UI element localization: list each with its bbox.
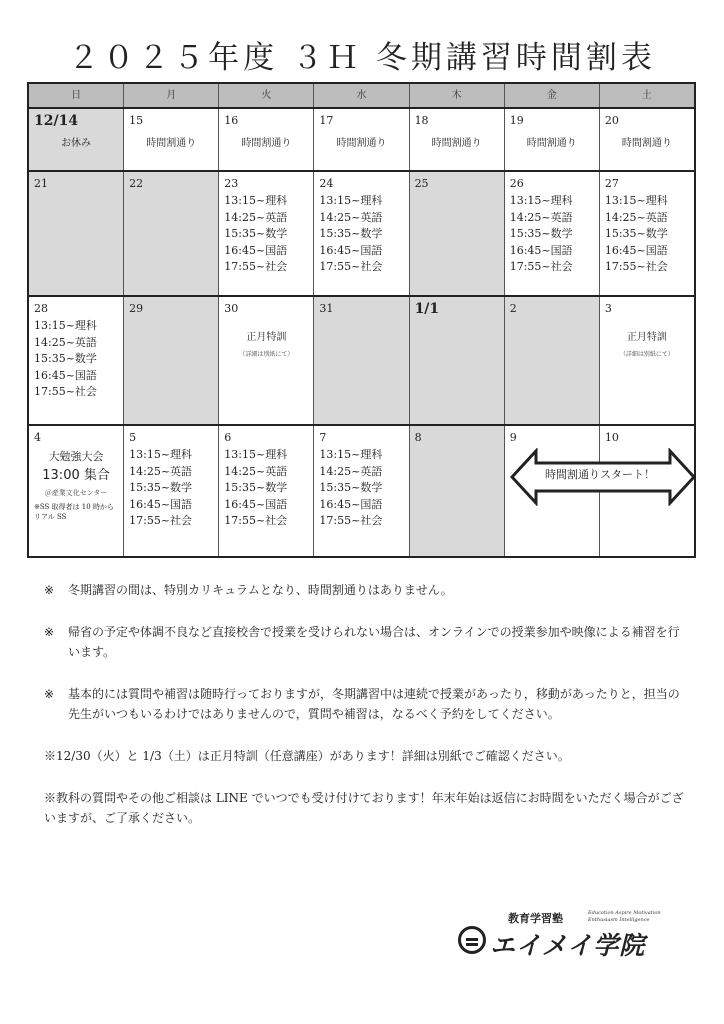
day-number: 23 <box>224 177 239 190</box>
note-mark: ※ <box>44 583 55 597</box>
schedule-line: 16:45~国語 <box>319 497 383 511</box>
week-row <box>29 297 694 426</box>
day-number: 26 <box>509 177 524 190</box>
day-note: 時間割通り <box>241 138 292 149</box>
day-cell <box>313 426 408 556</box>
event-title: 大勉強大会 <box>48 450 104 463</box>
note-item: ※12/30（火）と 1/3（土）は正月特訓（任意講座）があります！詳細は別紙でご確認ください。 <box>44 749 570 763</box>
day-cell <box>599 109 694 170</box>
day-number: 25 <box>414 177 429 190</box>
special-subnote: （詳細は別紙にて） <box>239 351 294 358</box>
day-cell <box>409 172 504 295</box>
day-number: 6 <box>224 431 232 444</box>
schedule-line: 15:35~数学 <box>604 227 668 240</box>
schedule-line: 13:15~理科 <box>224 448 288 461</box>
day-cell <box>599 297 694 424</box>
class-schedule <box>224 447 313 530</box>
schedule-line: 13:15~理科 <box>319 194 383 207</box>
note-mark: ※ <box>44 625 55 639</box>
note-text: 基本的には質問や補習は随時行っておりますが，冬期講習中は連続で授業があったり，移動があったりと，担当の先生がいつもいるわけではありませんので，質問や補習は，なるべく予約をしてください。 <box>68 687 680 721</box>
day-cell <box>29 297 123 424</box>
arrow-label: 時間割通りスタート！ <box>545 468 655 481</box>
schedule-line: 13:15~理科 <box>34 319 97 332</box>
day-number: 20 <box>604 114 619 127</box>
logo-subtitle: 教育学習塾 <box>508 912 563 925</box>
schedule-line: 14:25~英語 <box>224 464 288 478</box>
day-number: 17 <box>319 114 334 127</box>
day-cell <box>409 109 504 170</box>
class-schedule <box>224 193 313 276</box>
day-cell <box>504 297 599 424</box>
schedule-line: 15:35~数学 <box>319 227 383 240</box>
schedule-line: 15:35~数学 <box>129 481 193 494</box>
class-schedule <box>34 318 123 401</box>
schedule-line: 17:55~社会 <box>224 260 288 273</box>
schedule-line: 15:35~数学 <box>34 352 97 365</box>
schedule-line: 16:45~国語 <box>224 497 288 511</box>
day-number: 24 <box>319 177 334 190</box>
weekday-thu: 木 <box>409 84 504 107</box>
day-cell <box>218 426 313 556</box>
logo-mark-icon <box>458 926 486 954</box>
class-schedule <box>319 447 408 530</box>
schedule-line: 14:25~英語 <box>604 210 668 224</box>
day-number: 8 <box>414 431 422 444</box>
day-cell <box>313 297 408 424</box>
note-text: 冬期講習の間は、特別カリキュラムとなり、時間割通りはありません。 <box>68 583 453 597</box>
schedule-line: 17:55~社会 <box>319 260 383 273</box>
day-cell <box>313 109 408 170</box>
day-number: 22 <box>129 177 144 190</box>
event-time: 13:00 集合 <box>42 468 110 483</box>
day-cell <box>29 426 123 556</box>
event-place: ＠産業文化センター <box>44 489 108 497</box>
weekday-mon: 月 <box>123 84 218 107</box>
class-schedule <box>129 447 218 530</box>
day-number: 21 <box>34 177 48 190</box>
schedule-line: 17:55~社会 <box>319 514 383 527</box>
day-cell <box>123 297 218 424</box>
schedule-line: 17:55~社会 <box>129 514 193 527</box>
schedule-line: 16:45~国語 <box>34 368 97 382</box>
day-note: 時間割通り <box>526 138 577 149</box>
schedule-line: 16:45~国語 <box>224 243 288 257</box>
weekday-tue: 火 <box>218 84 313 107</box>
weekday-sat: 土 <box>599 84 694 107</box>
note-mark: ※ <box>44 687 55 701</box>
schedule-line: 17:55~社会 <box>509 260 573 273</box>
special-title: 正月特訓 <box>626 332 667 343</box>
logo-tagline: Education Aspire Motivation Enthusiasm Intelligence <box>588 910 661 923</box>
day-number: 15 <box>129 114 144 127</box>
schedule-line: 16:45~国語 <box>604 243 668 257</box>
weekday-header <box>29 84 694 109</box>
day-number: 31 <box>319 302 334 315</box>
schedule-line: 13:15~理科 <box>604 194 668 207</box>
day-number: 4 <box>34 431 41 444</box>
schedule-line: 14:25~英語 <box>319 464 383 478</box>
day-number: 2 <box>509 302 517 315</box>
schedule-line: 16:45~国語 <box>129 497 193 511</box>
event-note: ※SS 取得者は 10 時からリアル SS <box>34 503 114 521</box>
note-item <box>44 580 684 600</box>
day-cell <box>504 172 599 295</box>
special-subnote: （詳細は別紙にて） <box>619 351 674 358</box>
day-cell <box>29 172 123 295</box>
day-cell <box>313 172 408 295</box>
schedule-line: 14:25~英語 <box>34 335 97 349</box>
schedule-line: 15:35~数学 <box>224 481 288 494</box>
weekday-sun: 日 <box>71 90 82 101</box>
note-item <box>44 622 684 662</box>
schedule-line: 15:35~数学 <box>224 227 288 240</box>
day-number: 16 <box>224 114 239 127</box>
schedule-line: 14:25~英語 <box>129 464 193 478</box>
day-note: 時間割通り <box>146 138 197 149</box>
class-schedule <box>319 193 408 276</box>
day-cell <box>504 109 599 170</box>
day-number: 10 <box>604 431 619 444</box>
day-note: 時間割通り <box>621 138 672 149</box>
day-cell <box>123 426 218 556</box>
day-note: 時間割通り <box>336 138 387 149</box>
day-number: 12/14 <box>34 113 79 129</box>
study-event <box>34 448 123 522</box>
schedule-line: 17:55~社会 <box>604 260 668 273</box>
schedule-line: 15:35~数学 <box>319 481 383 494</box>
week-row <box>29 109 694 172</box>
special-session <box>224 328 313 358</box>
day-cell <box>409 426 504 556</box>
day-cell <box>409 297 504 424</box>
week-row <box>29 172 694 297</box>
note-text: 帰省の予定や体調不良など直接校舎で授業を受けられない場合は、オンラインでの授業参加や映像による補習を行います。 <box>68 625 680 659</box>
schedule-line: 13:15~理科 <box>224 194 288 207</box>
day-number: 18 <box>414 114 429 127</box>
day-number: 29 <box>129 302 144 315</box>
school-logo <box>458 908 688 968</box>
day-number: 3 <box>604 302 612 315</box>
day-number: 30 <box>224 302 239 315</box>
schedule-line: 17:55~社会 <box>34 385 97 398</box>
day-cell <box>29 109 123 170</box>
schedule-line: 13:15~理科 <box>129 448 193 461</box>
class-schedule <box>605 193 694 276</box>
notes-section <box>44 580 684 850</box>
day-number: 1/1 <box>414 301 440 317</box>
special-session <box>605 328 694 358</box>
day-number: 27 <box>604 177 619 190</box>
note-item: ※教科の質問やその他ご相談は LINE でいつでも受け付けております！年末年始は返信にお時間をいただく場合がございますが、ご了承ください。 <box>44 791 684 825</box>
day-note: 時間割通り <box>431 138 482 149</box>
schedule-line: 16:45~国語 <box>319 243 383 257</box>
day-cell <box>218 172 313 295</box>
weekday-wed: 水 <box>313 84 408 107</box>
schedule-line: 16:45~国語 <box>509 243 573 257</box>
day-cell <box>218 297 313 424</box>
weekday-fri: 金 <box>504 84 599 107</box>
day-cell <box>123 109 218 170</box>
day-cell <box>123 172 218 295</box>
day-number: 9 <box>509 431 517 444</box>
page-title: ２０２５年度 ３Ｈ 冬期講習時間割表 <box>68 40 656 76</box>
schedule-line: 15:35~数学 <box>509 227 573 240</box>
day-number: 28 <box>34 302 48 315</box>
schedule-line: 13:15~理科 <box>509 194 573 207</box>
class-schedule <box>510 193 599 276</box>
special-title: 正月特訓 <box>246 332 287 343</box>
schedule-line: 14:25~英語 <box>319 210 383 224</box>
schedule-line: 17:55~社会 <box>224 514 288 527</box>
day-number: 19 <box>509 114 524 127</box>
day-number: 7 <box>319 431 327 444</box>
day-number: 5 <box>129 431 137 444</box>
day-cell <box>218 109 313 170</box>
day-note: お休み <box>61 138 92 149</box>
day-cell <box>599 172 694 295</box>
schedule-line: 14:25~英語 <box>509 210 573 224</box>
logo-name: エイメイ学院 <box>490 931 646 960</box>
schedule-line: 14:25~英語 <box>224 210 288 224</box>
note-item <box>44 684 684 724</box>
schedule-line: 13:15~理科 <box>319 448 383 461</box>
